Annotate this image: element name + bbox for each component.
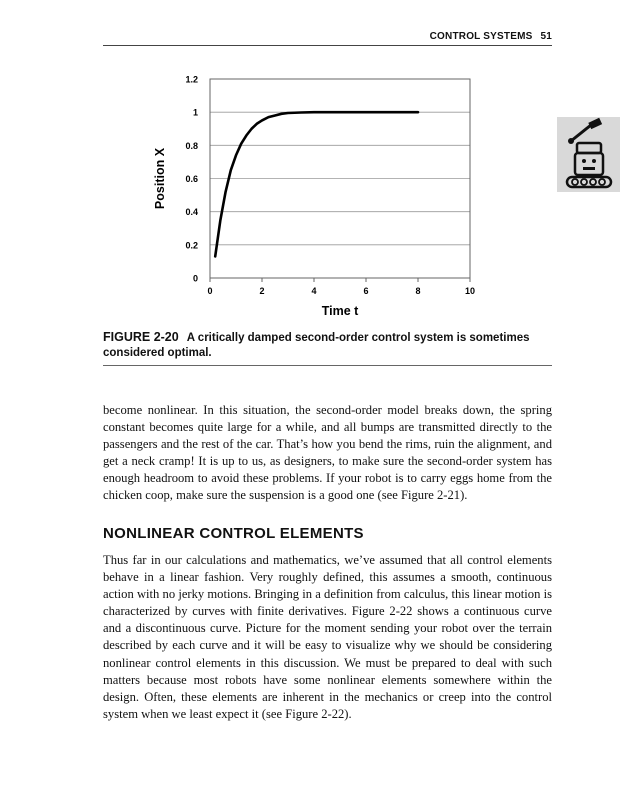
series-line-position <box>215 112 418 256</box>
body-paragraph-1: become nonlinear. In this situation, the second-order model breaks down, the spring constant becomes quite large for a while, and all bumps are transmitted directly to the passengers and the rest of the car. That’s how you bend the rims, ruin the alignment, and get a neck cramp! It is up to us, as designers, to make sure the second-order system has enough headroom to avoid these problems. If your robot is to carry eggs home from the chicken coop, make sure the suspension is a good one (see Figure 2-21). <box>103 403 552 503</box>
running-header <box>103 31 552 46</box>
y-tick-label: 0 <box>192 273 198 284</box>
y-tick-label: 0.8 <box>185 140 198 151</box>
x-tick-label: 10 <box>464 286 476 296</box>
y-tick-label: 0.4 <box>185 207 198 218</box>
x-axis-label: Time t <box>321 304 359 318</box>
figure-label: FIGURE 2-20 <box>103 330 179 344</box>
running-title: CONTROL SYSTEMS <box>429 31 533 42</box>
figure-caption-text: A critically damped second-order control system is sometimes considered optimal. <box>103 332 530 359</box>
y-tick-label: 0.2 <box>185 240 198 251</box>
y-tick-label: 0.6 <box>185 174 198 184</box>
chapter-thumb-tab <box>557 117 620 192</box>
x-tick-label: 0 <box>207 286 213 296</box>
x-tick-label: 4 <box>311 286 317 296</box>
figure-caption <box>103 330 552 366</box>
x-tick-label: 2 <box>259 286 265 296</box>
y-tick-label: 1 <box>192 107 198 118</box>
section-heading: NONLINEAR CONTROL ELEMENTS <box>103 525 364 542</box>
robot-icon <box>557 117 620 192</box>
page-number: 51 <box>540 31 552 42</box>
x-tick-label: 8 <box>415 286 421 296</box>
y-axis-label: Position X <box>153 147 167 210</box>
body-paragraph-2: Thus far in our calculations and mathematics, we’ve assumed that all control elements behave in a linear fashion. Very roughly defined, this assumes a smooth, continuous action with no jerky motions. Bringing in a definition from calculus, this linear motion is characterized by curves with finite derivatives. Figure 2-22 shows a continuous curve and a discontinuous curve. Picture for the moment sending your robot over the terrain described by each curve and it will be easy to visualize why we should be considering nonlinear control elements in this discussion. We must be prepared to deal with such matters because most robots have some nonlinear elements somewhere within the design. Often, these elements are inherent in the mechanics or creep into the control system when we least expect it (see Figure 2-22). <box>103 553 552 721</box>
y-tick-label: 1.2 <box>185 74 198 85</box>
x-tick-label: 6 <box>363 286 369 296</box>
response-chart <box>150 65 500 325</box>
